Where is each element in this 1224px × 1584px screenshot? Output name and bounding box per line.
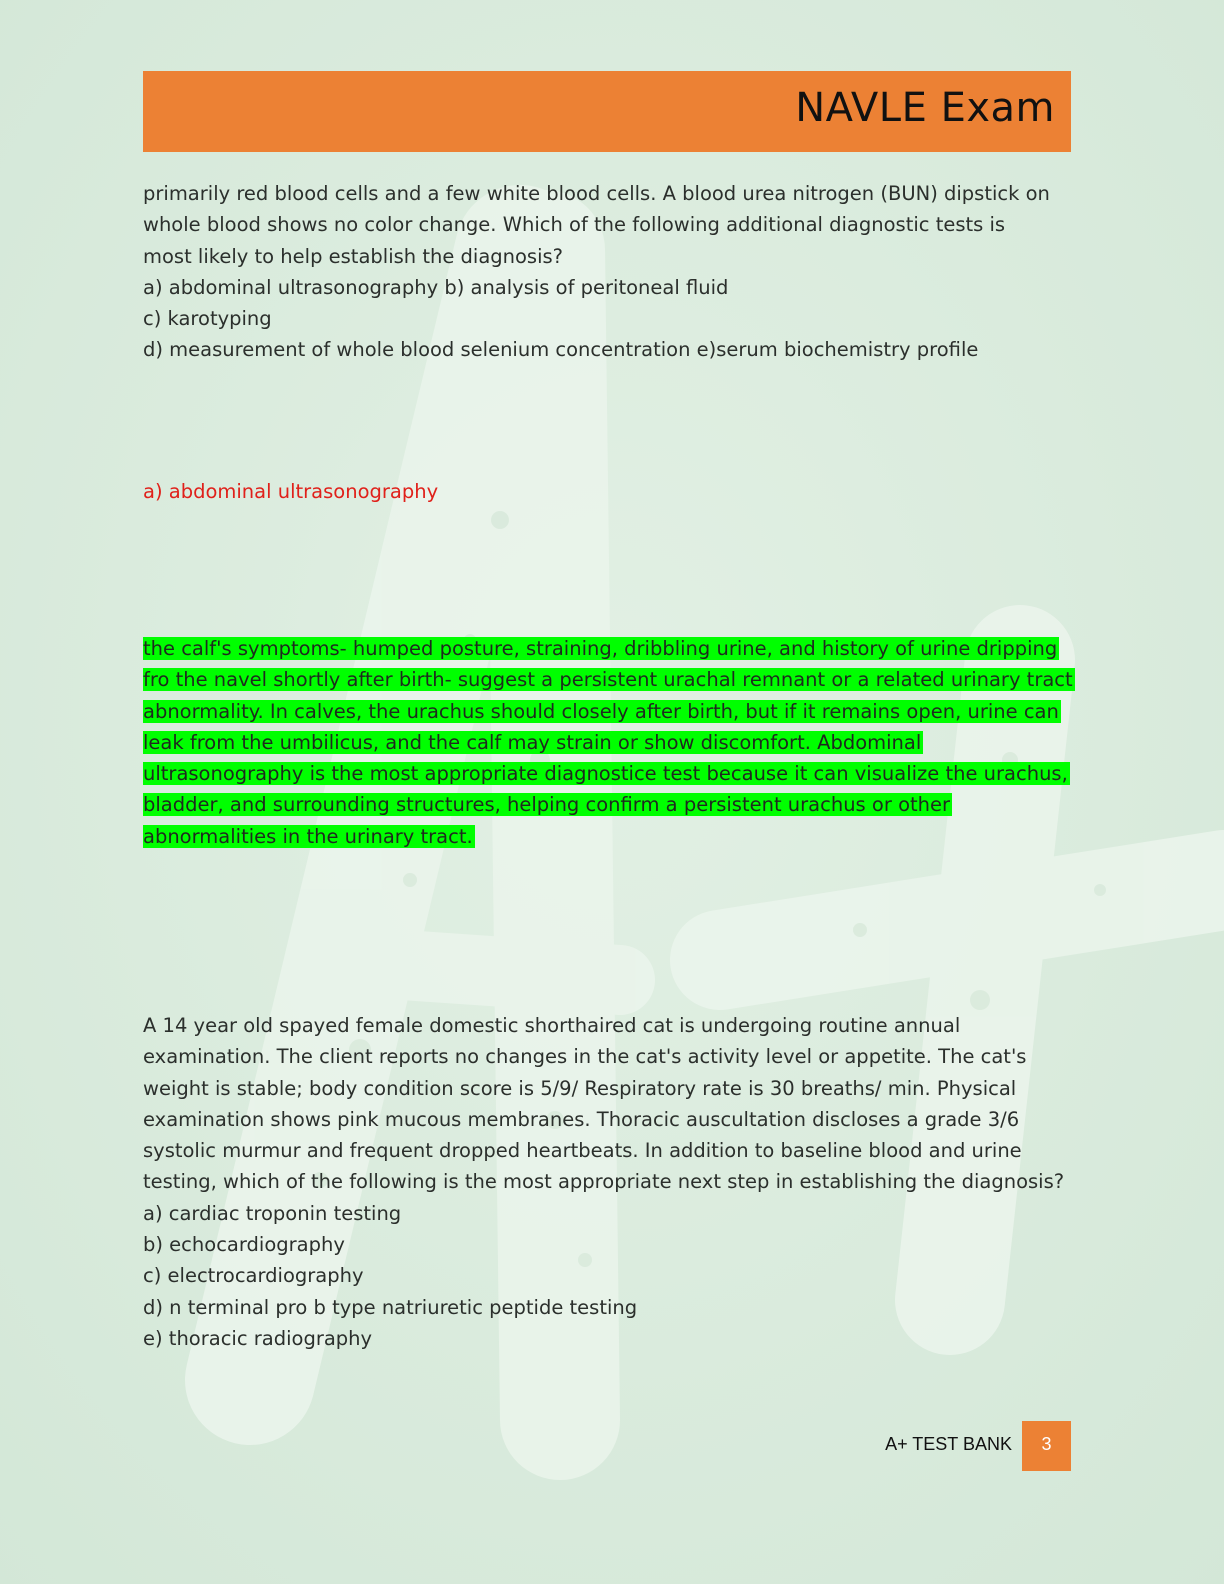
question1-stem-line: most likely to help establish the diagnosis? — [143, 244, 564, 268]
page-number-box — [1022, 1421, 1071, 1471]
question2 — [143, 1010, 1073, 1354]
question2-option-b: b) echocardiography — [143, 1233, 345, 1257]
question1-explanation — [143, 633, 1073, 852]
question1-answer — [143, 476, 1073, 507]
question1-option-line: a) abdominal ultrasonography b) analysis of peritoneal fluid — [143, 275, 729, 299]
footer-label: A+ TEST BANK — [885, 1434, 1012, 1454]
header-bar — [143, 71, 1071, 152]
page-title: NAVLE Exam — [795, 85, 1055, 131]
question2-option-a: a) cardiac troponin testing — [143, 1201, 402, 1225]
explanation-line: abnormalities in the urinary tract. — [143, 824, 473, 848]
question2-stem-line: examination shows pink mucous membranes. Thoracic auscultation discloses a grade 3/6 — [143, 1107, 1020, 1131]
question1-stem — [143, 178, 1073, 366]
explanation-line: ultrasonography is the most appropriate diagnostice test because it can visualize the urachus, — [143, 762, 1068, 786]
question2-stem-line: testing, which of the following is the most appropriate next step in establishing the diagnosis? — [143, 1170, 1065, 1194]
question2-option-e: e) thoracic radiography — [143, 1326, 373, 1350]
question2-stem-line: examination. The client reports no changes in the cat's activity level or appetite. The cat's — [143, 1045, 1027, 1069]
question1-stem-line: whole blood shows no color change. Which of the following additional diagnostic tests is — [143, 213, 1006, 237]
question1-answer-text: a) abdominal ultrasonography — [143, 480, 439, 503]
question2-stem-line: A 14 year old spayed female domestic shorthaired cat is undergoing routine annual — [143, 1014, 961, 1037]
question2-stem-line: weight is stable; body condition score is 5/9/ Respiratory rate is 30 breaths/ min. Physical — [143, 1076, 1017, 1100]
explanation-line: abnormality. In calves, the urachus should closely after birth, but if it remains open, urine can — [143, 699, 1059, 723]
question2-option-c: c) electrocardiography — [143, 1264, 364, 1288]
question1-option-line: d) measurement of whole blood selenium concentration e)serum biochemistry profile — [143, 338, 979, 362]
explanation-line: leak from the umbilicus, and the calf may strain or show discomfort. Abdominal — [143, 730, 922, 754]
explanation-line: fro the navel shortly after birth- suggest a persistent urachal remnant or a related urinary tract — [143, 668, 1073, 692]
page-number: 3 — [1041, 1434, 1052, 1454]
explanation-line: the calf's symptoms- humped posture, straining, dribbling urine, and history of urine dripping — [143, 637, 1058, 660]
question1-option-line: c) karotyping — [143, 307, 272, 331]
question1-stem-line: primarily red blood cells and a few white blood cells. A blood urea nitrogen (BUN) dipstick on — [143, 182, 1050, 205]
question2-option-d: d) n terminal pro b type natriuretic peptide testing — [143, 1295, 638, 1319]
question2-stem-line: systolic murmur and frequent dropped heartbeats. In addition to baseline blood and urine — [143, 1139, 1022, 1163]
explanation-line: bladder, and surrounding structures, helping confirm a persistent urachus or other — [143, 793, 951, 817]
